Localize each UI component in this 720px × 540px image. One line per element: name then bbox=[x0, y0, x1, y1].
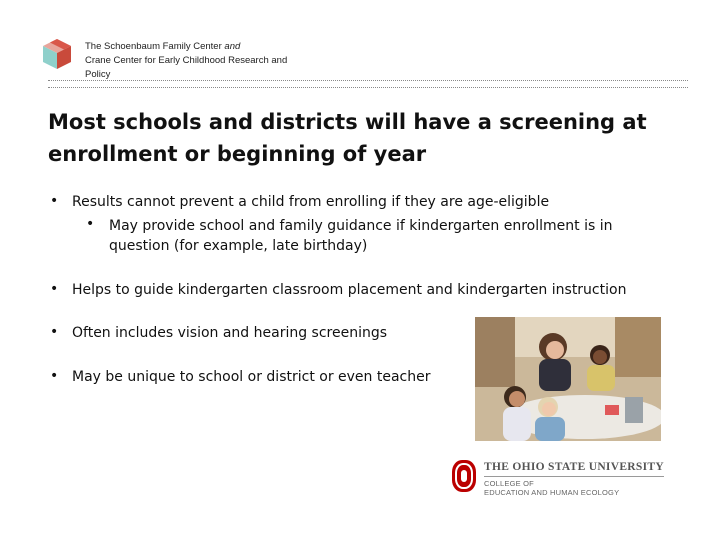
bullet-marker: • bbox=[50, 281, 59, 297]
header-divider-top bbox=[48, 80, 688, 81]
slide-title-line-1: Most schools and districts will have a screening at bbox=[48, 110, 647, 134]
block-o-icon bbox=[452, 460, 476, 492]
bullet-text: May be unique to school or district or even teacher bbox=[72, 369, 431, 385]
bullet-marker: • bbox=[50, 193, 59, 209]
bullet-marker: • bbox=[50, 368, 59, 384]
bullet-marker: • bbox=[86, 216, 95, 232]
bullet-marker: • bbox=[50, 324, 59, 340]
bullet-text: Helps to guide kindergarten classroom placement and kindergarten instruction bbox=[72, 282, 627, 298]
university-logo bbox=[452, 458, 672, 498]
classroom-photo-illustration bbox=[475, 317, 661, 441]
classroom-photo bbox=[475, 317, 661, 441]
slide-title-line-2: enrollment or beginning of year bbox=[48, 142, 427, 166]
org-line-3: Policy bbox=[85, 69, 111, 80]
bullet-text: May provide school and family guidance if kindergarten enrollment is in question (for example, late birthday) bbox=[109, 218, 613, 254]
slide-title bbox=[48, 106, 668, 170]
bullet-text: Results cannot prevent a child from enrolling if they are age-eligible bbox=[72, 194, 550, 210]
header-divider-bottom bbox=[48, 87, 688, 88]
college-line-2: EDUCATION AND HUMAN ECOLOGY bbox=[484, 488, 620, 497]
org-line-2: Crane Center for Early Childhood Research and bbox=[85, 55, 288, 66]
org-line-1: The Schoenbaum Family Center bbox=[85, 41, 222, 52]
college-name bbox=[484, 479, 619, 497]
bullet-text: Often includes vision and hearing screenings bbox=[72, 325, 388, 341]
org-line-1-suffix: and bbox=[224, 41, 241, 52]
organization-name bbox=[85, 40, 325, 82]
university-name: THE OHIO STATE UNIVERSITY bbox=[484, 461, 664, 473]
college-line-1: COLLEGE OF bbox=[484, 479, 534, 488]
university-rule bbox=[484, 476, 664, 477]
center-logo-cube-icon bbox=[42, 38, 72, 70]
